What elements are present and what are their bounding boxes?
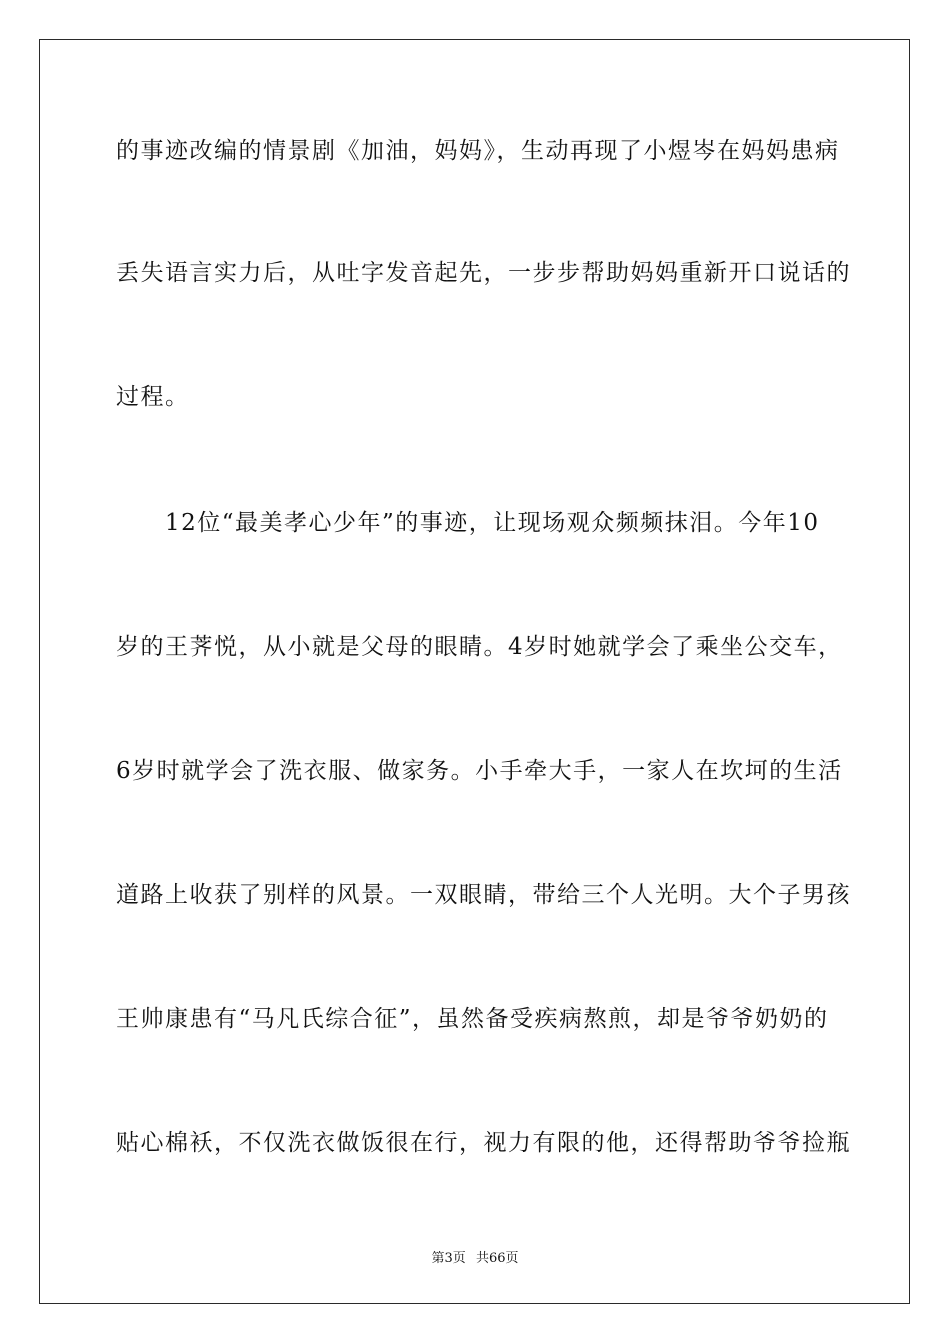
text-line: 6岁时就学会了洗衣服、做家务。小手牵大手，一家人在坎坷的生活 bbox=[116, 758, 843, 784]
page-total: 共66页 bbox=[475, 1251, 519, 1266]
text-line: 丢失语言实力后，从吐字发音起先，一步步帮助妈妈重新开口说话的 bbox=[116, 260, 851, 286]
page-frame bbox=[39, 39, 910, 1304]
text-line: 的事迹改编的情景剧《加油，妈妈》，生动再现了小煜岑在妈妈患病 bbox=[116, 138, 840, 164]
text-line: 岁的王荠悦，从小就是父母的眼睛。4岁时她就学会了乘坐公交车， bbox=[116, 634, 843, 660]
text-line: 过程。 bbox=[116, 384, 190, 410]
text-line: 贴心棉袄，不仅洗衣做饭很在行，视力有限的他，还得帮助爷爷捡瓶 bbox=[116, 1130, 851, 1156]
text-line: 道路上收获了别样的风景。一双眼睛，带给三个人光明。大个子男孩 bbox=[116, 882, 851, 908]
page-number: 第3页 bbox=[431, 1251, 466, 1266]
text-line: 12位“最美孝心少年”的事迹，让现场观众频频抹泪。今年10 bbox=[116, 510, 820, 536]
text-line: 王帅康患有“马凡氏综合征”，虽然备受疾病熬煎，却是爷爷奶奶的 bbox=[116, 1006, 829, 1032]
page-footer bbox=[0, 1247, 950, 1266]
